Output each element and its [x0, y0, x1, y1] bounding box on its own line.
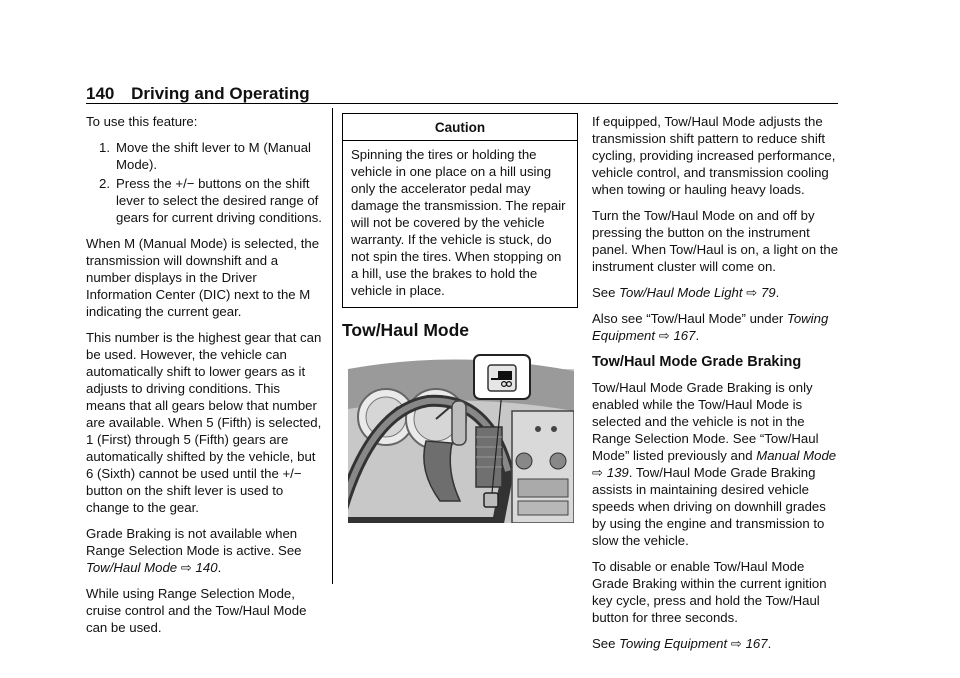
page-ref-arrow-icon: ⇨ — [730, 636, 742, 651]
grade-braking-paragraph — [592, 379, 842, 549]
page-ref[interactable]: 140 — [195, 560, 218, 575]
towing-equipment-link[interactable]: Towing Equipment — [619, 636, 728, 651]
page-ref[interactable]: 167 — [673, 328, 696, 343]
period: . — [217, 560, 222, 575]
disable-enable-paragraph: To disable or enable Tow/Haul Mode Grade Braking within the current ignition key cycle, press and hold the Tow/Haul button for three seconds. — [592, 559, 827, 625]
page-ref[interactable]: 79 — [760, 285, 776, 300]
page-ref[interactable]: 167 — [745, 636, 768, 651]
section-title: Driving and Operating — [131, 84, 310, 103]
caution-box — [342, 113, 578, 308]
page-ref[interactable]: 139 — [606, 465, 629, 480]
step-text: Press the +/− buttons on the shift lever to select the desired range of gears for current driving conditions. — [116, 176, 322, 225]
grade-braking-text: Tow/Haul Mode Grade Braking is only enabled while the Tow/Haul Mode is selected and the vehicle is not in the Range Selection Mode. See “Tow/Haul Mode” listed previously and — [592, 380, 819, 463]
page-ref-arrow-icon: ⇨ — [180, 560, 192, 575]
dashboard-illustration — [348, 351, 574, 523]
also-prefix: Also see “Tow/Haul Mode” under — [592, 311, 787, 326]
tow-haul-heading: Tow/Haul Mode — [342, 320, 470, 340]
also-see-reference — [592, 310, 842, 344]
tow-haul-light-link[interactable]: Tow/Haul Mode Light — [619, 285, 743, 300]
manual-mode-paragraph: When M (Manual Mode) is selected, the transmission will downshift and a number displays in the Driver Information Center (DIC) next to the M indicating the current gear. — [86, 236, 320, 319]
header-rule — [86, 103, 838, 104]
step-text: Move the shift lever to M (Manual Mode). — [116, 140, 311, 172]
step-number: 1. — [99, 140, 110, 155]
tow-haul-toggle-paragraph: Turn the Tow/Haul Mode on and off by pressing the button on the instrument panel. When Tow/Haul is on, a light on the instrument cluster will come on. — [592, 208, 839, 274]
list-item — [86, 139, 322, 173]
see-light-reference — [592, 284, 842, 301]
column-left — [86, 113, 322, 645]
grade-braking-rest: . Tow/Haul Mode Grade Braking assists in maintaining desired vehicle speeds when driving on downhill grades by using the engine and transmission to slow the vehicle. — [592, 465, 826, 548]
steps-list — [86, 139, 322, 226]
range-selection-paragraph: While using Range Selection Mode, cruise control and the Tow/Haul Mode can be used. — [86, 586, 307, 635]
column-right — [592, 113, 842, 661]
intro-text: To use this feature: — [86, 114, 198, 129]
manual-mode-link[interactable]: Manual Mode — [756, 448, 837, 463]
period: . — [695, 328, 700, 343]
tow-haul-intro-paragraph: If equipped, Tow/Haul Mode adjusts the transmission shift pattern to reduce shift cycling, providing increased performance, vehicle control, and transmission cooling when towing or hauling heavy loads. — [592, 114, 836, 197]
caution-text: Spinning the tires or holding the vehicle in one place on a hill using only the accelerator pedal may damage the transmission. The repair will not be covered by the vehicle warranty. If the vehicle is stuck, do not spin the tires. When stopping on a hill, use the brakes to hold the vehicle in place. — [351, 147, 566, 298]
see-prefix: See — [592, 636, 620, 651]
period: . — [767, 636, 772, 651]
column-middle — [342, 113, 578, 523]
caution-title: Caution — [343, 114, 577, 141]
grade-braking-note — [86, 525, 322, 576]
tow-haul-button-illustration — [348, 351, 574, 523]
page-ref-arrow-icon: ⇨ — [746, 285, 758, 300]
grade-braking-heading: Tow/Haul Mode Grade Braking — [592, 354, 802, 370]
page-number: 140 — [86, 84, 115, 103]
note-text: Grade Braking is not available when Range Selection Mode is active. See — [86, 526, 302, 558]
see-prefix: See — [592, 285, 620, 300]
period: . — [775, 285, 780, 300]
step-number: 2. — [99, 176, 110, 191]
page-ref-arrow-icon: ⇨ — [658, 328, 670, 343]
page-header — [86, 84, 310, 104]
page-ref-arrow-icon: ⇨ — [592, 465, 604, 480]
tow-haul-mode-link[interactable]: Tow/Haul Mode — [86, 560, 178, 575]
column-divider — [332, 108, 333, 584]
towing-equipment-link[interactable]: Towing Equipment — [592, 311, 829, 343]
see-towing-reference — [592, 635, 842, 652]
list-item — [86, 175, 322, 226]
highest-gear-paragraph: This number is the highest gear that can be used. However, the vehicle can automatically shift to lower gears as it adjusts to driving conditions. This means that all gears below that number are available. When 5 (Fifth) is selected, 1 (First) through 5 (Fifth) gears are automatically shifted by the vehicle, but 6 (Sixth) cannot be used until the +/− button on the shift lever is used to change to the gear. — [86, 330, 322, 515]
